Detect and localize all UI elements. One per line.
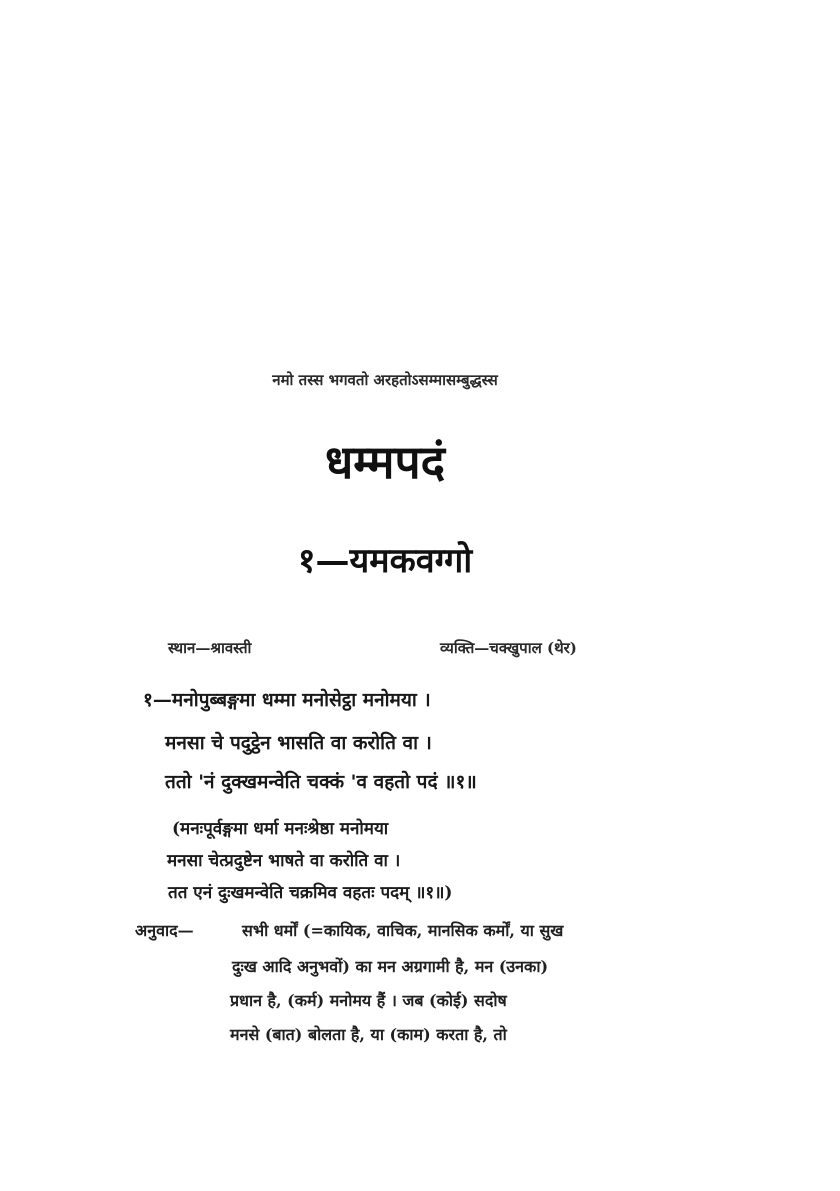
translation-line: मनसे (बात) बोलता है, या (काम) करता है, तो	[230, 1025, 507, 1044]
sanskrit-verse-line: मनसा चेत्प्रदुष्टेन भाषते वा करोति वा ।	[167, 851, 401, 871]
place-label: स्थान—श्रावस्ती	[168, 639, 252, 657]
homage-line: नमो तस्स भगवतो अरहतोऽसम्मासम्बुद्धस्स	[272, 371, 498, 389]
chapter-heading: १—यमकवग्गो	[297, 541, 473, 581]
pali-verse-line: १—मनोपुब्बङ्गमा धम्मा मनोसेट्ठा मनोमया ।	[143, 689, 431, 711]
pali-verse-line: ततो 'नं दुक्खमन्वेति चक्कं 'व वहतो पदं ॥१॥	[165, 771, 477, 793]
book-title: धम्मपदं	[324, 435, 446, 489]
sanskrit-verse-line: (मनःपूर्वङ्गमा धर्मा मनःश्रेष्ठा मनोमया	[172, 819, 389, 839]
translation-line: दुःख आदि अनुभवों) का मन अग्रगामी है, मन (उनका)	[232, 957, 549, 976]
translation-line: सभी धर्मों (=कायिक, वाचिक, मानसिक कर्मों, या सुख	[242, 921, 564, 940]
translation-line: प्रधान है, (कर्म) मनोमय हैं । जब (कोई) सदोष	[230, 991, 507, 1010]
sanskrit-verse-line: तत एनं दुःखमन्वेति चक्रमिव वहतः पदम् ॥१॥)	[168, 883, 453, 903]
person-label: व्यक्ति—चक्खुपाल (थेर)	[440, 639, 577, 657]
pali-verse-line: मनसा चे पदुट्ठेन भासति वा करोति वा ।	[165, 732, 432, 754]
translation-label: अनुवाद—	[135, 921, 194, 940]
